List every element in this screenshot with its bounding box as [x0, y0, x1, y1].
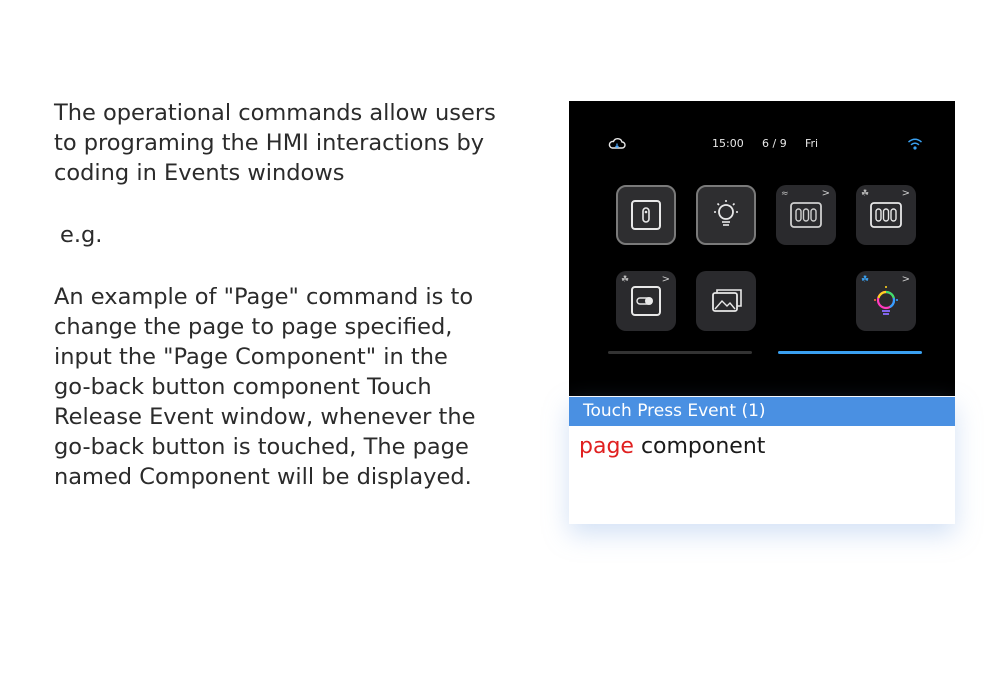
switch-tile[interactable] [616, 185, 676, 245]
hmi-screen-preview [569, 101, 955, 396]
chevron-right-icon: > [901, 188, 910, 199]
light-bulb-icon [698, 187, 754, 243]
event-code-editor[interactable] [569, 426, 955, 467]
example-paragraph: An example of "Page" command is to change the page to page specified, input the "Page Component" in the go-back button component Touch Release Event window, whenever the go-back button is touched, The page named Component will be displayed. [54, 284, 476, 490]
chevron-right-icon: > [821, 188, 830, 199]
chevron-right-icon: > [661, 274, 670, 285]
triple-switch-icon [856, 185, 916, 245]
touch-press-event-window [569, 397, 955, 524]
description-text [54, 98, 524, 492]
eg-label: e.g. [60, 222, 103, 248]
triple-switch-tile-2[interactable] [856, 185, 916, 245]
triple-switch-tile[interactable] [776, 185, 836, 245]
status-day: Fri [805, 137, 819, 150]
fan-mini-icon: ☘ [861, 275, 870, 285]
wifi-mini-icon: ≈ [781, 189, 789, 199]
slider-switch-icon [616, 271, 676, 331]
triple-switch-icon [776, 185, 836, 245]
gallery-tile[interactable] [696, 271, 756, 331]
status-time: 15:00 [712, 137, 744, 150]
command-keyword: page [579, 434, 634, 459]
cloud-icon [608, 137, 626, 151]
status-date: 6 / 9 [762, 137, 787, 150]
wifi-icon [907, 137, 923, 151]
intro-paragraph: The operational commands allow users to programing the HMI interactions by coding in Events windows [54, 100, 496, 186]
command-argument: component [633, 434, 766, 459]
rgb-bulb-tile[interactable] [856, 271, 916, 331]
fan-mini-icon: ☘ [861, 189, 870, 199]
rgb-bulb-icon [856, 271, 916, 331]
page-indicator-1[interactable] [608, 351, 752, 354]
slider-switch-tile[interactable] [616, 271, 676, 331]
fan-mini-icon: ☘ [621, 275, 630, 285]
switch-icon [618, 187, 674, 243]
chevron-right-icon: > [901, 274, 910, 285]
page-indicator-2-active[interactable] [778, 351, 922, 354]
event-window-title: Touch Press Event (1) [569, 397, 955, 426]
light-bulb-tile[interactable] [696, 185, 756, 245]
gallery-icon [696, 271, 756, 331]
